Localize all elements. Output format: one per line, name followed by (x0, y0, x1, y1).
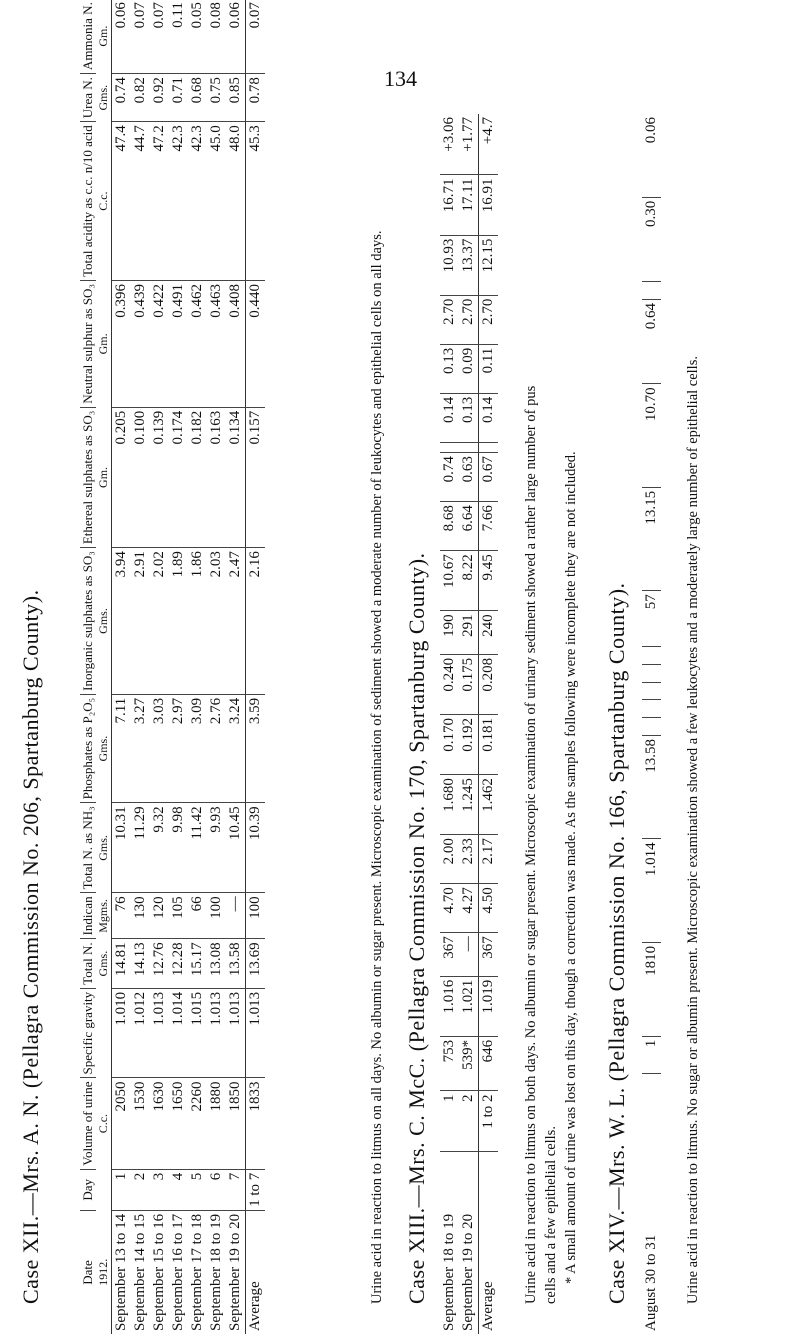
table-cell: 0.68 (188, 74, 207, 122)
table-cell: 0.71 (169, 74, 188, 122)
page-number: 134 (384, 66, 417, 91)
table-cell: September 19 to 20 (227, 1213, 244, 1331)
table-cell: 2.47 (226, 548, 246, 695)
table-cell: 16.91 (479, 175, 499, 235)
table-cell: 0.134 (226, 407, 246, 547)
table-cell: 0.67 (479, 453, 499, 502)
table-cell: 0.157 (246, 407, 266, 547)
table-cell: 2.00 (440, 835, 459, 884)
table-cell: 105 (169, 893, 188, 939)
table-cell: 2.76 (207, 694, 226, 803)
column-header: Ethereal sulphates as SO₃ (80, 407, 96, 547)
table-cell: 9.98 (169, 803, 188, 893)
table-cell: 4 (169, 1169, 188, 1210)
column-header: Ammonia N. (80, 0, 96, 74)
table-cell: 3.09 (188, 694, 207, 803)
table-cell: 1.012 (131, 988, 150, 1078)
case12-heading: Case XII.—Mrs. A. N. (Pellagra Commission No. 206, Spartanburg County). (18, 589, 43, 1304)
table-cell: 0.64 (642, 299, 661, 383)
table-cell: September 16 to 17 (170, 1213, 187, 1331)
table-row (440, 114, 459, 1334)
table-cell: 13.69 (246, 939, 266, 988)
unit-header: Gm. (96, 281, 112, 408)
table-cell: 8.68 (440, 502, 459, 551)
table-cell: 2.02 (150, 548, 169, 695)
table-cell: 1.016 (440, 976, 459, 1036)
table-cell: 1.89 (169, 548, 188, 695)
table-cell: +1.77 (459, 114, 479, 175)
case13-body (440, 114, 498, 1334)
unit-header: C.c. (96, 122, 112, 281)
case12-table (80, 0, 265, 1334)
table-cell: 1.013 (207, 988, 226, 1078)
case13-table (440, 114, 498, 1334)
unit-header: Gms. (96, 694, 112, 803)
table-cell: 0.08 (207, 0, 226, 74)
table-cell: 9.93 (207, 803, 226, 893)
rotated-page-content (0, 2, 740, 1344)
table-cell: 0.462 (188, 281, 207, 408)
table-cell: 0.439 (131, 281, 150, 408)
table-cell: 1.245 (459, 775, 479, 835)
case14-note: Urine acid in reaction to litmus. No sugar or albumin present. Microscopic examination showed a few leukocytes and a moderately large number of epithelial cells. (685, 356, 701, 1304)
table-cell: 130 (131, 893, 150, 939)
table-cell: August 30 to 31 (643, 1234, 659, 1331)
table-cell (642, 700, 661, 718)
table-cell: 100 (246, 893, 266, 939)
table-cell: 45.0 (207, 122, 226, 281)
table-cell: 367 (479, 933, 499, 977)
table-cell (642, 664, 661, 682)
table-cell: 12.76 (150, 939, 169, 988)
table-cell: 0.181 (479, 714, 499, 774)
case13-note-2: cells and a few epithelial cells. (543, 1126, 559, 1304)
unit-header: Gm. (96, 407, 112, 547)
table-cell: 13.15 (642, 487, 661, 590)
table-cell: 190 (440, 611, 459, 655)
table-cell: 5 (188, 1169, 207, 1210)
average-row (479, 114, 499, 1334)
table-cell: 1.013 (246, 988, 266, 1078)
unit-header: Gms. (96, 74, 112, 122)
table-cell: Average (246, 1210, 266, 1334)
table-cell: 2 (459, 1091, 479, 1152)
table-cell: 2.91 (131, 548, 150, 695)
table-cell: 8.22 (459, 551, 479, 611)
table-cell: 100 (207, 893, 226, 939)
table-cell: 0.82 (131, 74, 150, 122)
table-cell: 11.29 (131, 803, 150, 893)
table-cell: 0.06 (642, 114, 661, 197)
column-header: Specific gravity (80, 988, 96, 1078)
table-cell: 0.440 (246, 281, 266, 408)
table-cell: 2.70 (459, 295, 479, 344)
table-cell (642, 718, 661, 736)
table-cell: 0.205 (112, 407, 132, 547)
unit-header: Mgms. (96, 893, 112, 939)
unit-header: Gms. (96, 803, 112, 893)
average-row (246, 0, 266, 1334)
table-cell: 3.59 (246, 694, 266, 803)
table-cell: 0.192 (459, 714, 479, 774)
table-cell: 0.06 (112, 0, 132, 74)
case12-header-row (80, 0, 96, 1334)
table-cell: 42.3 (169, 122, 188, 281)
table-cell: 0.396 (112, 281, 132, 408)
table-cell (642, 282, 661, 300)
table-cell: 3.94 (112, 548, 132, 695)
table-cell: 12.28 (169, 939, 188, 988)
table-cell: 13.58 (642, 735, 661, 838)
table-cell: 4.50 (479, 884, 499, 933)
table-row (642, 114, 661, 1334)
table-row (112, 0, 132, 1334)
table-cell: 0.74 (440, 453, 459, 502)
table-cell: 12.15 (479, 235, 499, 295)
table-cell: 0.11 (479, 344, 499, 393)
table-cell: 2.70 (479, 295, 499, 344)
table-cell: 0.09 (459, 344, 479, 393)
unit-header: Gms. (96, 548, 112, 695)
table-cell: 1.014 (642, 839, 661, 942)
table-cell: 9.45 (479, 551, 499, 611)
table-cell: 0.30 (642, 197, 661, 281)
table-cell: 0.92 (150, 74, 169, 122)
table-cell: 13.58 (226, 939, 246, 988)
table-cell: Average (479, 1152, 499, 1334)
table-cell: 11.42 (188, 803, 207, 893)
table-row (459, 114, 479, 1334)
case14-heading: Case XIV.—Mrs. W. L. (Pellagra Commission No. 166, Spartanburg County). (604, 582, 629, 1304)
table-cell: 6 (207, 1169, 226, 1210)
table-cell (479, 442, 499, 452)
table-row (188, 0, 207, 1334)
table-cell: 66 (188, 893, 207, 939)
table-cell: 10.67 (440, 551, 459, 611)
table-cell: 48.0 (226, 122, 246, 281)
table-cell: 7.11 (112, 694, 132, 803)
table-cell: 3.24 (226, 694, 246, 803)
table-cell: 0.463 (207, 281, 226, 408)
table-cell: 1.010 (112, 988, 132, 1078)
table-cell: 0.13 (440, 344, 459, 393)
table-cell: 0.63 (459, 453, 479, 502)
unit-header: Gm. (96, 0, 112, 74)
table-row (226, 0, 246, 1334)
table-cell: 0.07 (131, 0, 150, 74)
table-cell: 539* (459, 1036, 479, 1091)
table-cell: 3.27 (131, 694, 150, 803)
table-cell: 0.208 (479, 654, 499, 714)
table-cell: September 18 to 19 (441, 1213, 457, 1331)
table-cell: 1.013 (226, 988, 246, 1078)
table-row (150, 0, 169, 1334)
table-cell: 0.85 (226, 74, 246, 122)
table-cell: 1 (440, 1091, 459, 1152)
table-cell: 9.32 (150, 803, 169, 893)
table-cell: 3.03 (150, 694, 169, 803)
table-cell: 13.08 (207, 939, 226, 988)
table-cell: 0.422 (150, 281, 169, 408)
table-cell: 7 (226, 1169, 246, 1210)
unit-header: 1912. (96, 1210, 112, 1334)
table-cell: 2.33 (459, 835, 479, 884)
table-cell: 0.170 (440, 714, 459, 774)
table-cell: September 19 to 20 (460, 1213, 476, 1331)
table-cell (459, 442, 479, 452)
table-cell: 240 (479, 611, 499, 655)
table-cell: 1 (112, 1169, 132, 1210)
table-cell: 0.14 (479, 393, 499, 442)
table-cell: September 14 to 15 (132, 1213, 149, 1331)
table-cell: 1630 (150, 1078, 169, 1169)
table-cell: 10.70 (642, 384, 661, 487)
table-cell: — (226, 893, 246, 939)
column-header: Phosphates as P₂O₅ (80, 694, 96, 803)
table-cell: 0.07 (150, 0, 169, 74)
table-row (131, 0, 150, 1334)
column-header: Day (80, 1169, 96, 1210)
table-cell: +4.7 (479, 114, 499, 175)
table-cell: 0.100 (131, 407, 150, 547)
table-cell: 57 (642, 591, 661, 647)
case13-note-3: * A small amount of urine was lost on this day, though a correction was made. As the samples following were incomplete they are not included. (563, 451, 579, 1284)
table-cell: 0.75 (207, 74, 226, 122)
table-cell: 0.78 (246, 74, 266, 122)
table-cell: September 18 to 19 (208, 1213, 225, 1331)
table-cell: 1850 (226, 1078, 246, 1169)
table-row (207, 0, 226, 1334)
table-cell: 1 (642, 1036, 661, 1073)
table-cell: 1 to 7 (246, 1169, 266, 1210)
table-cell: 4.70 (440, 884, 459, 933)
table-cell: 44.7 (131, 122, 150, 281)
table-cell: 2.97 (169, 694, 188, 803)
table-cell (642, 682, 661, 700)
table-cell: 14.13 (131, 939, 150, 988)
table-cell: 0.07 (246, 0, 266, 74)
table-cell: 0.11 (169, 0, 188, 74)
table-cell: 10.45 (226, 803, 246, 893)
table-cell: 3 (150, 1169, 169, 1210)
table-cell: September 15 to 16 (151, 1213, 168, 1331)
table-cell: 2.03 (207, 548, 226, 695)
case12-body (112, 0, 266, 1334)
table-row (169, 0, 188, 1334)
table-cell: 0.139 (150, 407, 169, 547)
table-cell: 13.37 (459, 235, 479, 295)
table-cell: 1 to 2 (479, 1091, 499, 1152)
table-cell: 1.019 (479, 976, 499, 1036)
case12-note: Urine acid in reaction to litmus on all days. No albumin or sugar present. Microscopic examination of sediment showed a moderate number of leukocytes and epithelial cells on all days. (369, 230, 385, 1304)
table-cell: September 13 to 14 (113, 1213, 130, 1331)
table-cell: 0.14 (440, 393, 459, 442)
table-cell: 2.70 (440, 295, 459, 344)
unit-header: C.c. (96, 1078, 112, 1169)
unit-header (96, 1169, 112, 1210)
case14-body (642, 114, 661, 1334)
table-cell: 367 (440, 933, 459, 977)
column-header: Date (80, 1260, 95, 1285)
table-cell: +3.06 (440, 114, 459, 175)
table-cell: 1.462 (479, 775, 499, 835)
table-cell: 1833 (246, 1078, 266, 1169)
table-cell (642, 647, 661, 665)
table-cell: 0.74 (112, 74, 132, 122)
table-cell: 10.93 (440, 235, 459, 295)
table-cell: 17.11 (459, 175, 479, 235)
table-cell: 0.05 (188, 0, 207, 74)
table-cell: 0.13 (459, 393, 479, 442)
column-header: Urea N. (80, 74, 96, 122)
table-cell: 291 (459, 611, 479, 655)
case12-unit-row (96, 0, 112, 1334)
column-header: Volume of urine (80, 1078, 96, 1169)
table-cell: 0.163 (207, 407, 226, 547)
table-cell: 45.3 (246, 122, 266, 281)
table-cell: 76 (112, 893, 132, 939)
unit-header (96, 988, 112, 1078)
column-header: Inorganic sulphates as SO₃ (80, 548, 96, 695)
table-cell: 1.014 (169, 988, 188, 1078)
case14-table (642, 114, 661, 1334)
unit-header: Gms. (96, 939, 112, 988)
table-cell: 6.64 (459, 502, 479, 551)
table-cell: 1.015 (188, 988, 207, 1078)
table-cell: 10.39 (246, 803, 266, 893)
table-cell: 2 (131, 1169, 150, 1210)
table-cell: 2.17 (479, 835, 499, 884)
table-cell (440, 442, 459, 452)
table-cell: 10.31 (112, 803, 132, 893)
column-header: Total N. (80, 939, 96, 988)
case13-heading: Case XIII.—Mrs. C. McC. (Pellagra Commission No. 170, Spartanburg County). (404, 552, 429, 1304)
table-cell: 0.240 (440, 654, 459, 714)
table-cell: 1.86 (188, 548, 207, 695)
column-header: Total N. as NH₃ (80, 803, 96, 893)
table-cell: 2260 (188, 1078, 207, 1169)
table-cell: 0.491 (169, 281, 188, 408)
table-cell: 4.27 (459, 884, 479, 933)
table-cell: 2050 (112, 1078, 132, 1169)
column-header: Indican (80, 893, 96, 939)
table-cell: 1.021 (459, 976, 479, 1036)
table-cell: 1650 (169, 1078, 188, 1169)
table-cell: 1810 (642, 942, 661, 1036)
table-cell: — (459, 933, 479, 977)
table-cell: 1.680 (440, 775, 459, 835)
table-cell: 7.66 (479, 502, 499, 551)
table-cell: 0.408 (226, 281, 246, 408)
table-cell: 2.16 (246, 548, 266, 695)
table-cell: 15.17 (188, 939, 207, 988)
table-cell: 47.4 (112, 122, 132, 281)
table-cell: 120 (150, 893, 169, 939)
column-header: Neutral sulphur as SO₃ (80, 281, 96, 408)
table-cell: 753 (440, 1036, 459, 1091)
table-cell: 0.174 (169, 407, 188, 547)
case13-note-1: Urine acid in reaction to litmus on both days. No albumin or sugar present. Microscopic examination of urinary sediment showed a rather large number of pus (523, 385, 539, 1304)
table-cell: 1880 (207, 1078, 226, 1169)
table-cell: 1530 (131, 1078, 150, 1169)
column-header: Total acidity as c.c. n/10 acid (80, 122, 96, 281)
table-cell: 16.71 (440, 175, 459, 235)
table-cell: 0.175 (459, 654, 479, 714)
table-cell: 47.2 (150, 122, 169, 281)
table-cell: 0.182 (188, 407, 207, 547)
table-cell: 646 (479, 1036, 499, 1091)
table-cell: September 17 to 18 (189, 1213, 206, 1331)
table-cell: 14.81 (112, 939, 132, 988)
table-cell: 42.3 (188, 122, 207, 281)
table-cell: 0.06 (226, 0, 246, 74)
table-cell: 1.013 (150, 988, 169, 1078)
